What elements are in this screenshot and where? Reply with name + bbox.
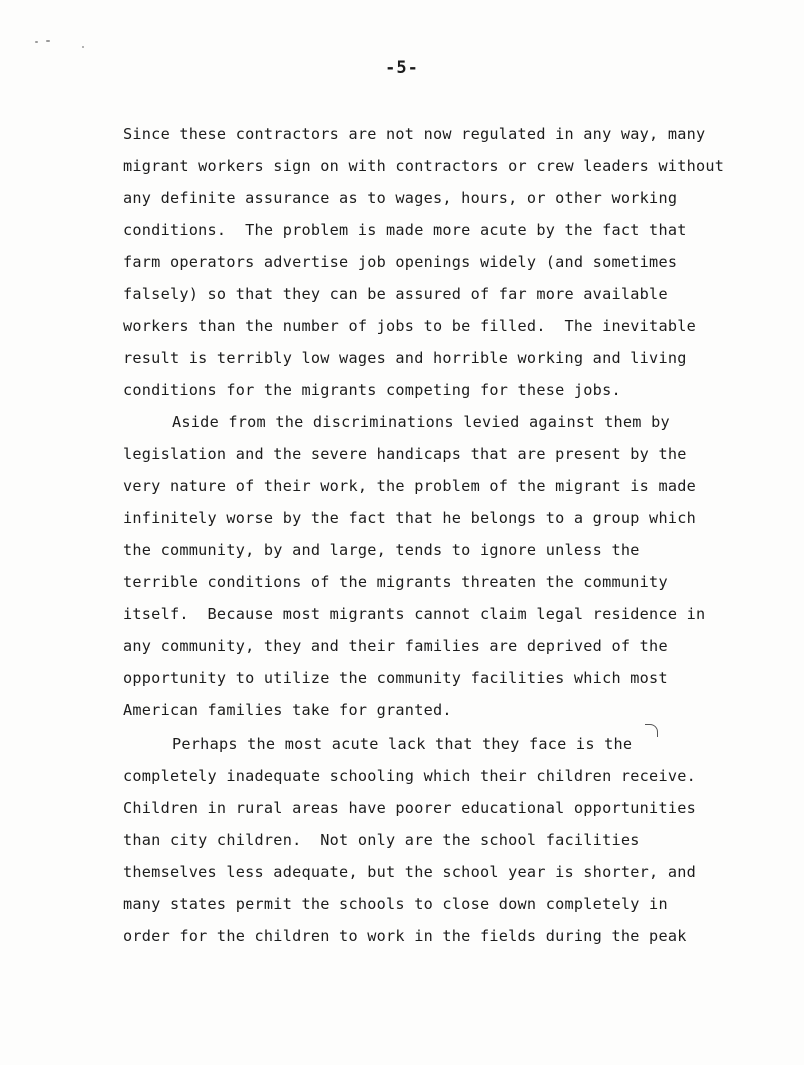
- scan-speck: [35, 41, 38, 43]
- pencil-mark: [645, 724, 658, 737]
- text-line: legislation and the severe handicaps that are present by the: [123, 445, 687, 463]
- text-line: any community, they and their families are deprived of the: [123, 637, 668, 655]
- text-line: itself. Because most migrants cannot claim legal residence in: [123, 605, 706, 623]
- text-line: infinitely worse by the fact that he belongs to a group which: [123, 509, 697, 527]
- text-line: terrible conditions of the migrants threaten the community: [123, 573, 668, 591]
- text-line: any definite assurance as to wages, hours, or other working: [123, 189, 678, 207]
- text-line: Perhaps the most acute lack that they face is the: [172, 735, 633, 753]
- page-number: -5-: [385, 58, 419, 78]
- text-line: conditions. The problem is made more acute by the fact that: [123, 221, 687, 239]
- text-line: very nature of their work, the problem of the migrant is made: [123, 477, 697, 495]
- text-line: opportunity to utilize the community facilities which most: [123, 669, 668, 687]
- text-line: Children in rural areas have poorer educational opportunities: [123, 799, 697, 817]
- text-line: the community, by and large, tends to ignore unless the: [123, 541, 640, 559]
- text-line: American families take for granted.: [123, 701, 452, 719]
- text-line: many states permit the schools to close down completely in: [123, 895, 668, 913]
- text-line: Aside from the discriminations levied against them by: [172, 413, 670, 431]
- text-line: migrant workers sign on with contractors or crew leaders without: [123, 157, 725, 175]
- text-line: Since these contractors are not now regulated in any way, many: [123, 125, 706, 143]
- text-line: than city children. Not only are the school facilities: [123, 831, 640, 849]
- text-line: result is terribly low wages and horrible working and living: [123, 349, 687, 367]
- text-line: falsely) so that they can be assured of far more available: [123, 285, 668, 303]
- scan-speck: [46, 40, 50, 42]
- scan-speck: [82, 46, 84, 48]
- text-line: themselves less adequate, but the school year is shorter, and: [123, 863, 697, 881]
- text-line: conditions for the migrants competing for these jobs.: [123, 381, 621, 399]
- text-line: workers than the number of jobs to be filled. The inevitable: [123, 317, 697, 335]
- text-line: farm operators advertise job openings widely (and sometimes: [123, 253, 678, 271]
- text-line: completely inadequate schooling which their children receive.: [123, 767, 697, 785]
- text-line: order for the children to work in the fields during the peak: [123, 927, 687, 945]
